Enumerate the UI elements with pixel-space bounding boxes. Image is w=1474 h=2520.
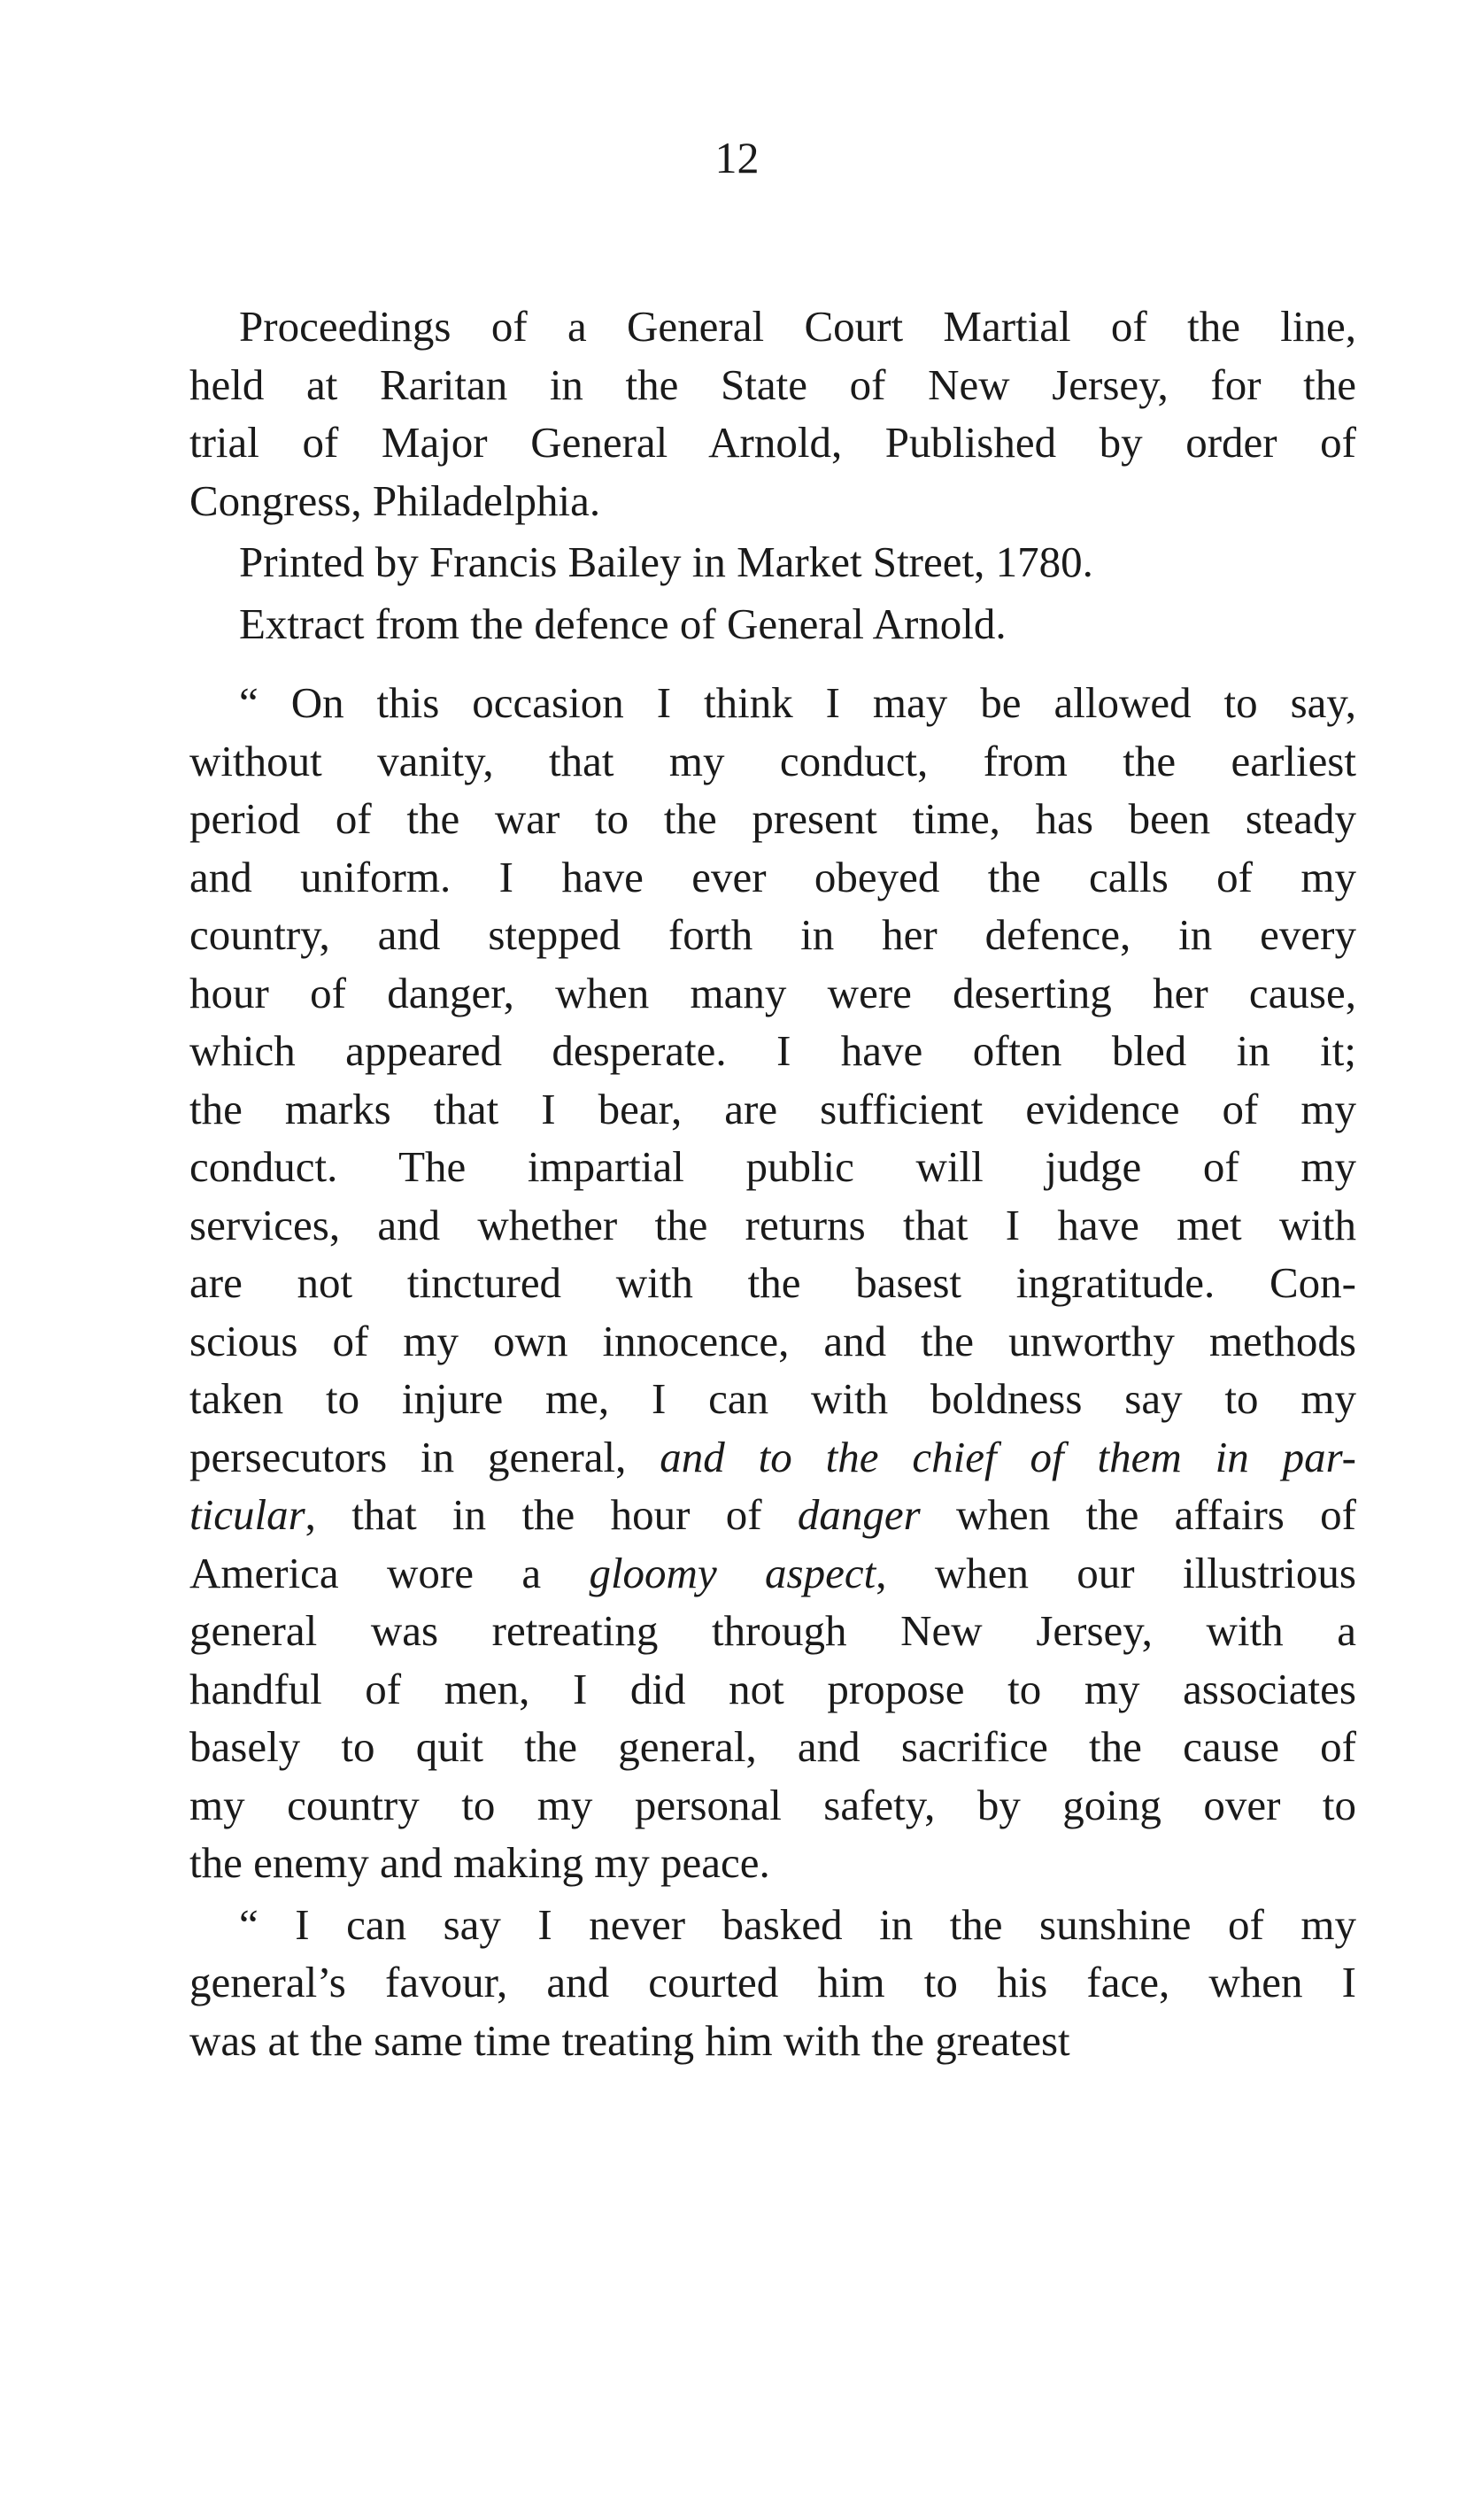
text-line bbox=[189, 1953, 1356, 2012]
text-line bbox=[189, 1254, 1356, 1312]
text-line bbox=[189, 298, 1356, 356]
text-line bbox=[189, 1660, 1356, 1719]
text-line bbox=[189, 1776, 1356, 1835]
text-line bbox=[189, 1138, 1356, 1196]
text-segment: the enemy and making my peace. bbox=[189, 1838, 770, 1887]
text-segment: conduct. The impartial public will judge of my bbox=[189, 1142, 1356, 1191]
text-line bbox=[189, 1196, 1356, 1255]
text-line bbox=[189, 674, 1356, 732]
text-line bbox=[189, 1602, 1356, 1660]
text-segment: was at the same time treating him with the greatest bbox=[189, 2015, 1070, 2065]
text-line bbox=[189, 1834, 1356, 1892]
text-segment: handful of men, I did not propose to my associates bbox=[189, 1664, 1356, 1713]
text-segment: , that in the hour of bbox=[305, 1490, 798, 1539]
italic-text: gloomy aspect bbox=[589, 1548, 876, 1597]
text-segment: period of the war to the present time, has been steady bbox=[189, 794, 1356, 843]
text-line bbox=[189, 848, 1356, 907]
paragraph-defence-1 bbox=[189, 674, 1356, 1892]
text-line bbox=[189, 1896, 1356, 1954]
text-segment: persecutors in general, bbox=[189, 1432, 660, 1481]
text-segment: Printed by Francis Bailey in Market Street, 1780. bbox=[239, 537, 1093, 586]
text-line bbox=[189, 1428, 1356, 1487]
text-segment: without vanity, that my conduct, from the earliest bbox=[189, 736, 1356, 785]
text-segment: trial of Major General Arnold, Published by order of bbox=[189, 418, 1356, 467]
text-segment: services, and whether the returns that I have met with bbox=[189, 1200, 1356, 1249]
italic-text: danger bbox=[797, 1490, 921, 1539]
text-segment: basely to quit the general, and sacrifice the cause of bbox=[189, 1722, 1356, 1771]
text-segment: Extract from the defence of General Arnold. bbox=[239, 599, 1007, 648]
text-segment: scious of my own innocence, and the unworthy methods bbox=[189, 1316, 1356, 1365]
text-line bbox=[189, 1022, 1356, 1080]
text-segment: the marks that I bear, are sufficient evidence of my bbox=[189, 1084, 1356, 1133]
text-line bbox=[189, 356, 1356, 414]
text-segment: which appeared desperate. I have often bled in it; bbox=[189, 1026, 1356, 1075]
text-line bbox=[189, 790, 1356, 848]
text-line bbox=[189, 595, 1356, 653]
text-line bbox=[189, 1718, 1356, 1776]
paragraph-defence-2 bbox=[189, 1896, 1356, 2070]
text-segment: general’s favour, and courted him to his face, when I bbox=[189, 1958, 1356, 2006]
text-segment: hour of danger, when many were deserting her cause, bbox=[189, 968, 1356, 1017]
text-segment: when the affairs of bbox=[920, 1490, 1357, 1539]
text-line bbox=[189, 2012, 1356, 2070]
text-segment: held at Raritan in the State of New Jersey, for the bbox=[189, 359, 1356, 409]
text-line bbox=[189, 533, 1356, 591]
text-line bbox=[189, 1370, 1356, 1428]
text-segment: general was retreating through New Jersey, with a bbox=[189, 1606, 1356, 1655]
italic-text: and to the chief of them in par- bbox=[660, 1432, 1356, 1481]
text-segment: are not tinctured with the basest ingratitude. Con- bbox=[189, 1258, 1356, 1307]
text-line bbox=[189, 732, 1356, 791]
italic-text: ticular bbox=[189, 1490, 305, 1539]
text-line bbox=[189, 472, 1356, 530]
text-line bbox=[189, 964, 1356, 1023]
page-number: 12 bbox=[714, 133, 760, 182]
text-segment: Proceedings of a General Court Martial of the line, bbox=[239, 302, 1356, 351]
text-segment: my country to my personal safety, by going over to bbox=[189, 1780, 1356, 1829]
text-line bbox=[189, 906, 1356, 964]
text-segment: , when our illustrious bbox=[876, 1548, 1356, 1597]
text-segment: “ I can say I never basked in the sunshine of my bbox=[239, 1899, 1356, 1949]
text-line bbox=[189, 1544, 1356, 1603]
text-line bbox=[189, 1080, 1356, 1139]
text-line bbox=[189, 1312, 1356, 1371]
text-segment: Congress, Philadelphia. bbox=[189, 475, 601, 525]
text-segment: and uniform. I have ever obeyed the calls of my bbox=[189, 852, 1356, 901]
text-segment: America wore a bbox=[189, 1548, 590, 1597]
text-segment: “ On this occasion I think I may be allowed to say, bbox=[239, 678, 1356, 727]
text-segment: taken to injure me, I can with boldness say to my bbox=[189, 1374, 1356, 1423]
text-segment: country, and stepped forth in her defence, in every bbox=[189, 910, 1356, 959]
text-line bbox=[189, 1486, 1356, 1544]
paragraph-extract-heading bbox=[189, 595, 1356, 653]
paragraph-citation bbox=[189, 298, 1356, 530]
paragraph-printer bbox=[189, 533, 1356, 591]
body-text bbox=[189, 298, 1356, 2069]
text-line bbox=[189, 414, 1356, 472]
